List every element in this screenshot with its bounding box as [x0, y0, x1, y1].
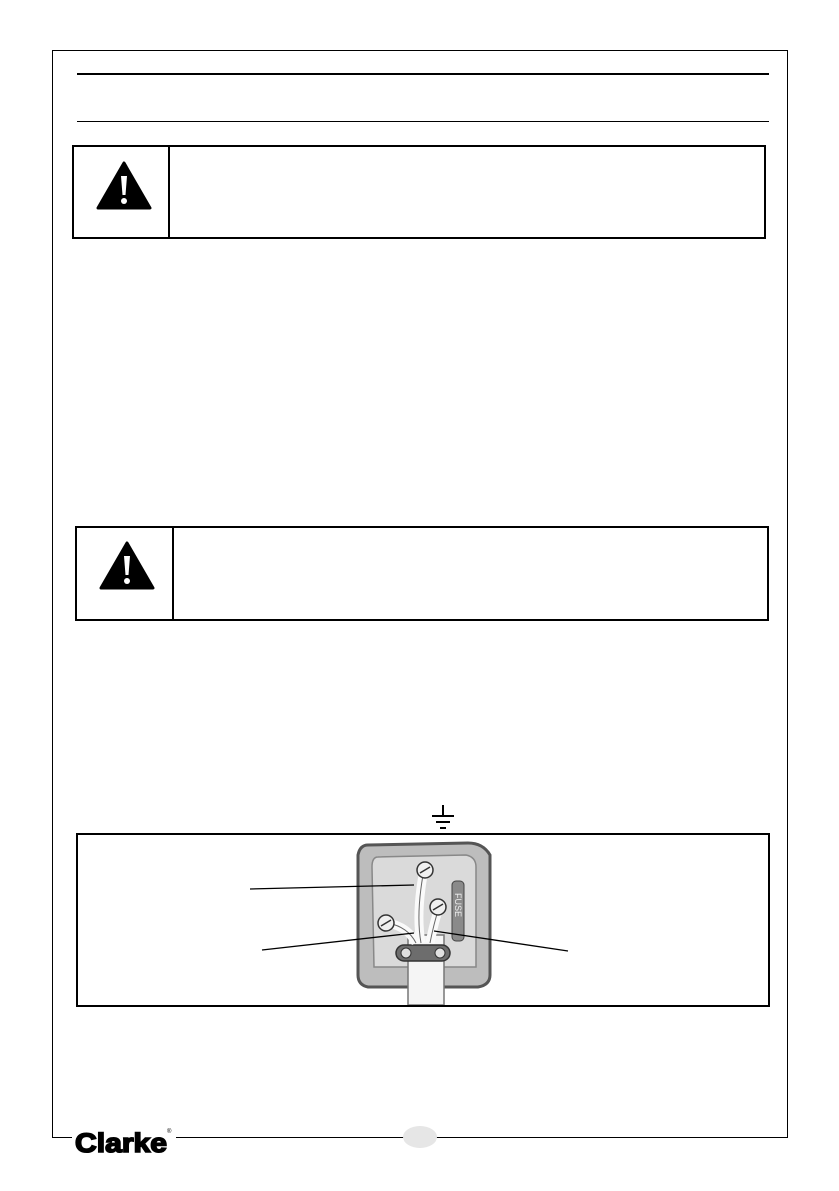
- clarke-logo-text: Clarke: [75, 1128, 167, 1158]
- earth-ground-icon: [430, 804, 456, 832]
- registered-mark: ®: [167, 1129, 172, 1135]
- warning-box-2: [75, 526, 769, 621]
- fuse-label: FUSE: [453, 893, 463, 918]
- warning-box-1: [72, 145, 766, 239]
- cord-grip-screw: [401, 948, 411, 958]
- warning-icon-cell: [74, 147, 170, 237]
- plug-illustration: [78, 835, 768, 1005]
- footer-rule-left: [52, 1137, 72, 1138]
- warning-triangle-icon: [96, 161, 152, 211]
- plug-wiring-diagram: [76, 833, 770, 1007]
- cord-grip-screw: [435, 948, 445, 958]
- warning-triangle-icon: [99, 541, 155, 591]
- header-rule-bottom: [77, 121, 769, 122]
- header-rule-top: [77, 73, 769, 75]
- page-number-badge: [403, 1126, 437, 1148]
- clarke-logo: [74, 1120, 174, 1160]
- warning-icon-cell: [77, 528, 174, 619]
- footer-rule-right: [176, 1137, 788, 1138]
